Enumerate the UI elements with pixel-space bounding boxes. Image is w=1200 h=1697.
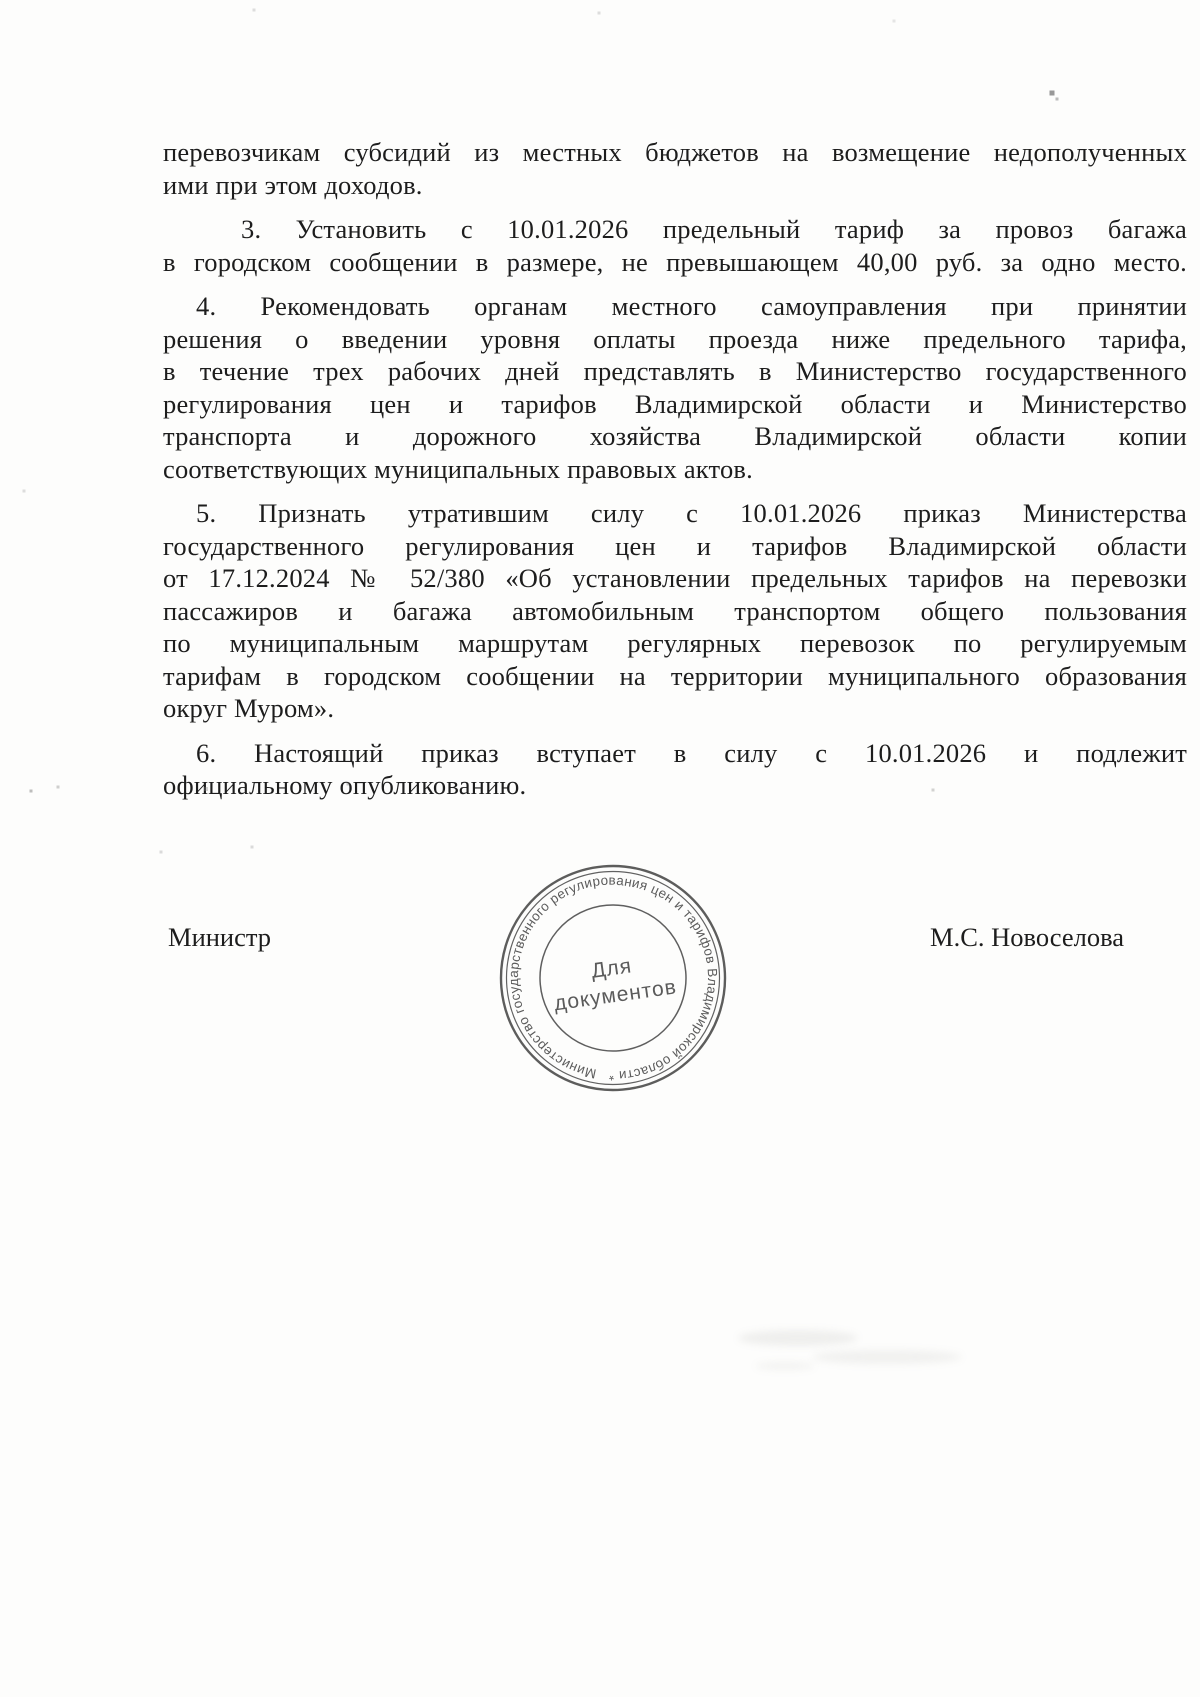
text-line: ими при этом доходов. <box>163 169 423 200</box>
scan-smudge <box>738 1330 858 1346</box>
signature-name: М.С. Новоселова <box>930 922 1124 952</box>
stamp-center-group <box>549 949 678 1016</box>
paragraph <box>163 737 1187 802</box>
text-line: 4. Рекомендовать органам местного самоуправления при принятии <box>196 291 1187 321</box>
signature-title: Министр <box>168 922 272 952</box>
paragraph <box>163 497 1187 725</box>
paragraph <box>163 136 1187 201</box>
scan-smudge <box>755 1362 815 1370</box>
stamp-center-line1: Для <box>589 954 634 983</box>
stamp-center-line2: документов <box>552 975 679 1016</box>
scan-smudge <box>812 1350 962 1364</box>
text-line: пассажиров и багажа автомобильным транспортом общего пользования <box>163 595 1187 626</box>
text-line: соответствующих муниципальных правовых актов. <box>163 453 753 484</box>
text-line: тарифам в городском сообщении на территории муниципального образования <box>163 660 1187 691</box>
text-line: официальному опубликованию. <box>163 770 527 800</box>
text-line: 6. Настоящий приказ вступает в силу с 10.01.2026 и подлежит <box>196 737 1187 768</box>
document-body <box>163 136 1187 802</box>
text-line: транспорта и дорожного хозяйства Владимирской области копии <box>163 421 1187 451</box>
paragraph <box>163 213 1187 278</box>
text-line: 5. Признать утратившим силу с 10.01.2026 приказ Министерства <box>196 498 1187 528</box>
text-line: в течение трех рабочих дней представлять в Министерство государственного <box>163 356 1187 386</box>
text-line: в городском сообщении в размере, не превышающем 40,00 руб. за одно место. <box>163 246 1187 277</box>
paragraph <box>163 290 1187 485</box>
text-line: регулирования цен и тарифов Владимирской области и Министерство <box>163 388 1187 419</box>
stamp-graphic <box>475 840 750 1115</box>
text-line: от 17.12.2024 № 52/380 «Об установлении предельных тарифов на перевозки <box>163 563 1187 593</box>
text-line: государственного регулирования цен и тарифов Владимирской области <box>163 530 1187 561</box>
text-line: решения о введении уровня оплаты проезда ниже предельного тарифа, <box>163 323 1187 354</box>
text-line: 3. Установить с 10.01.2026 предельный тариф за провоз багажа <box>241 214 1187 244</box>
official-stamp <box>475 840 750 1115</box>
text-line: округ Муром». <box>163 693 335 723</box>
stamp-ring-label: Министерство государственного регулирования цен и тарифов Владимирской области * <box>505 872 721 1084</box>
scan-noise-specks <box>0 0 2 2</box>
text-line: перевозчикам субсидий из местных бюджетов на возмещение недополученных <box>163 137 1187 167</box>
text-line: по муниципальным маршрутам регулярных перевозок по регулируемым <box>163 628 1187 658</box>
